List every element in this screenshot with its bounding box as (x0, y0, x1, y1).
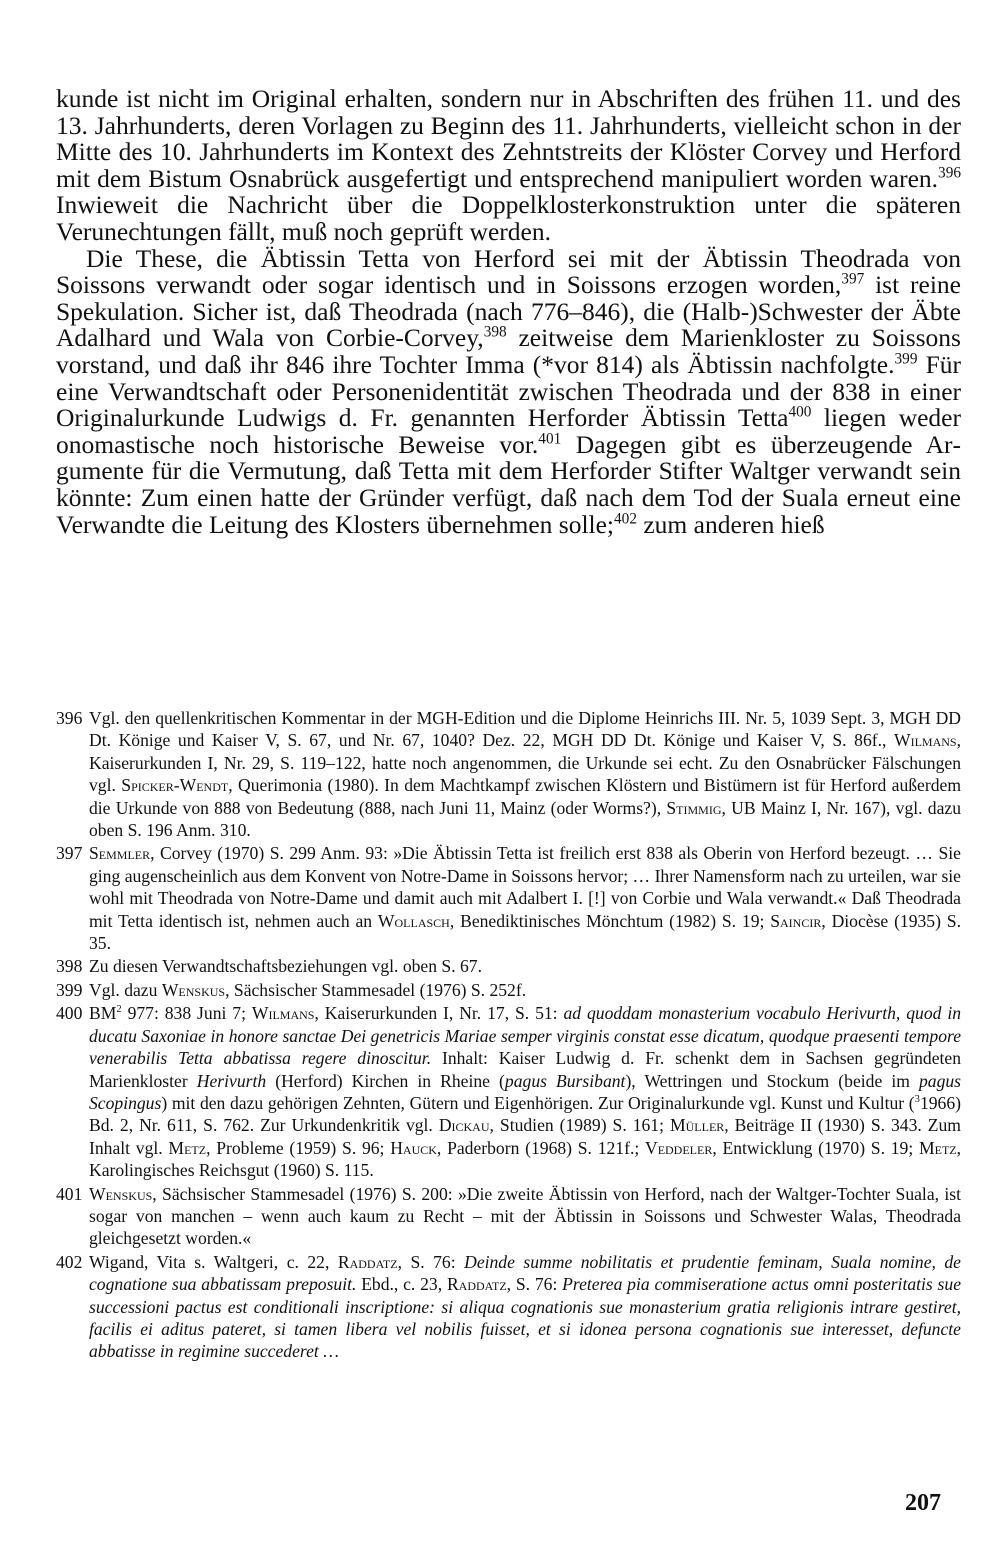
paragraph-2: Die These, die Äbtissin Tetta von Herford sei mit der Äbtissin Theodrada von Soissons verwandt oder sogar identisch und in Soissons erzogen worden,$^{397}$ ist reine Spekulation. Sicher ist, daß Theodrada (nach 776–846), die (Halb-)Schwester der Äbte Adalhard und Wala von Corbie-Corvey,$^{398}$ zeitweise dem Marienkloster zu Soissons vorstand, und daß ihr 846 ihre Tochter Imma (*vor 814) als Äbtissin nachfolgte.$^{399}$ Für eine Verwandtschaft oder Personenidentität zwischen Theodrada und der 838 in einer Originalurkunde Ludwigs d. Fr. genannten Herforder Äbtissin Tetta$^{400}$ liegen weder onomastische noch historische Beweise vor.$^{401}$ Dagegen gibt es überzeugende Argumente für die Vermutung, daß Tetta mit dem Herforder Stifter Waltger verwandt sein könnte: Zum einen hatte der Gründer verfügt, daß nach dem Tod der Suala erneut eine Verwandte die Leitung des Klosters übernehmen solle;$^{402}$ zum anderen hieß (56, 243, 961, 539)
footnotes (56, 707, 961, 1364)
footnote-398 (56, 955, 961, 977)
footnote-number: 399 (56, 979, 83, 1000)
note-reference: 2 (116, 1004, 122, 1016)
footnote-text: Vgl. den quellenkritischen Kommentar in der MGH-Edition und die Diplome Heinrichs III. Nr. 5, 1039 Sept. 3, MGH DD Dt. Könige und Kaiser V, S. 67, und Nr. 67, 1040? Dez. 22, MGH DD Dt. Könige und Kaiser V, S. 86f., Wilmans, Kaiserurkunden I, Nr. 29, S. 119–122, hatte noch angenommen, die Urkunde sei echt. Zu den Osnabrücker Fälschungen vgl. Spicker-Wendt, Querimonia (1980). In dem Machtkampf zwischen Klöstern und Bistümern ist für Herford außerdem die Urkunde von 888 von Bedeutung (888, nach Juni 11, Mainz (oder Worms?), Stimmig, UB Mainz I, Nr. 167), vgl. dazu oben S. 196 Anm. 310. (89, 708, 962, 841)
footnote-number: 397 (56, 843, 83, 864)
footnote-400 (56, 1002, 961, 1181)
author-name: Spicker-Wendt (121, 775, 229, 796)
footnote-396 (56, 707, 961, 841)
latin-quote: Deinde summe nobilitatis et prudentie feminam, Suala nomine, de cognatione sua abbatissam preposuit. (89, 1251, 961, 1295)
footnote-text: Semmler, Corvey (1970) S. 299 Anm. 93: »Die Äbtissin Tetta ist freilich erst 838 als Oberin von Herford bezeugt. … Sie ging augenscheinlich aus dem Konvent von Notre-Dame in Soissons hervor; … Ihrer Namensform nach zu urteilen, war sie wohl mit Theodrada von Notre-Dame und damit auch mit Adalbert I. [!] von Corbie und Wala verwandt.« Daß Theodrada mit Tetta identisch ist, nehmen auch an Wollasch, Benediktinisches Mönchtum (1982) S. 19; Saincir, Diocèse (1935) S. 35. (89, 843, 961, 954)
note-reference: 400 (788, 403, 812, 421)
author-name: Metz (168, 1137, 207, 1158)
note-reference: 399 (894, 350, 918, 368)
note-reference: 397 (841, 270, 865, 288)
footnote-number: 396 (56, 708, 83, 728)
latin-quote: ad quoddam monasterium vocabulo Herivurth, quod in ducatu Saxoniae in honore sanctae Dei genetricis Mariae semper virginis constat esse dicatum, quodque praesenti tempore venerabilis Tetta abbatissa regere dinoscitur. (89, 1003, 962, 1069)
footnote-text: Zu diesen Verwandtschaftsbeziehungen vgl. oben S. 67. (89, 956, 482, 977)
note-reference: 398 (483, 323, 507, 341)
footnote-text: Vgl. dazu Wenskus, Sächsischer Stammesadel (1976) S. 252f. (89, 979, 527, 1000)
main-text (56, 86, 961, 538)
note-reference: 401 (538, 430, 562, 448)
author-name: Raddatz (337, 1251, 398, 1272)
author-name: Stimmig (666, 797, 722, 818)
author-name: Metz (918, 1137, 957, 1158)
author-name: Dickau (438, 1115, 490, 1136)
footnote-399 (56, 979, 961, 1001)
latin-quote: Herivurth (196, 1070, 267, 1091)
footnote-number: 402 (56, 1251, 83, 1272)
footnote-number: 401 (56, 1183, 83, 1204)
author-name: Wenskus (161, 979, 226, 1000)
page-number: 207 (905, 1490, 941, 1516)
footnote-text: $BM^2$ 977: 838 Juni 7; Wilmans, Kaiserurkunden I, Nr. 17, S. 51: ad quoddam monasterium vocabulo Herivurth, quod in ducatu Saxoniae in honore sanctae Dei genetricis Mariae semper virginis constat esse dicatum, quodque praesenti tempore venerabilis Tetta abbatissa regere dinoscitur. Inhalt: Kaiser Ludwig d. Fr. schenkt dem in Sachsen gegründeten Marienkloster Herivurth (Herford) Kirchen in Rheine (pagus Bursibant), Wettringen und Stockum (beide im pagus Scopingus) mit den dazu gehörigen Zehnten, Gütern und Eigenhörigen. Zur Originalurkunde vgl. Kunst und Kultur ($^3$1966) Bd. 2, Nr. 611, S. 762. Zur Urkundenkritik vgl. Dickau, Studien (1989) S. 161; Müller, Beiträge II (1930) S. 343. Zum Inhalt vgl. Metz, Probleme (1959) S. 96; Hauck, Paderborn (1968) S. 121f.; Veddeler, Entwicklung (1970) S. 19; Metz, Karolingisches Reichsgut (1960) S. 115. (89, 1003, 962, 1181)
footnote-402 (56, 1251, 961, 1363)
latin-quote: pagus Bursibant (504, 1070, 626, 1091)
author-name: Wollasch (377, 910, 450, 931)
author-name: Wenskus (89, 1183, 153, 1204)
author-name: Wilmans (251, 1003, 315, 1024)
paragraph-1: kunde ist nicht im Original erhalten, sondern nur in Abschriften des frühen 11. und des 13. Jahrhunderts, deren Vorlagen zu Beginn des 11. Jahrhunderts, vielleicht schon in der Mitte des 10. Jahrhunderts im Kontext des Zehntstreits der Klöster Corvey und Herford mit dem Bistum Osnabrück ausgefertigt und entsprechend manipuliert worden waren.$^{396}$ Inwieweit die Nachricht über die Doppelklosterkonstruktion unter die späteren Verunechtungen fällt, muß noch geprüft werden. (56, 84, 961, 246)
author-name: Saincir (770, 910, 822, 931)
author-name: Raddatz (446, 1274, 507, 1295)
note-reference: 402 (614, 510, 637, 527)
footnote-text: Wigand, Vita s. Waltgeri, c. 22, Raddatz, S. 76: Deinde summe nobilitatis et prudentie feminam, Suala nomine, de cognatione sua abbatissam preposuit. Ebd., c. 23, Raddatz, S. 76: Preterea pia commiseratione actus omni posteritatis sue successioni pactus est conditionali inscriptione: si aliqua cognationis sue monasterium gratia religionis intrare gestiret, facilis ei aditus pateret, si tamen libera vel nobilis fuisset, et si idonea persona cognationis sue interesset, defuncte abbatisse in regimine succederet … (89, 1251, 962, 1362)
footnote-text: Wenskus, Sächsischer Stammesadel (1976) S. 200: »Die zweite Äbtissin von Herford, nach der Waltger-Tochter Suala, ist sogar von manchen – wenn auch kaum zu Recht – mit der Äbtissin in Soissons und Schwester Walas, Theodrada gleichgesetzt worden.« (89, 1183, 961, 1249)
note-reference: 396 (938, 164, 961, 182)
author-name: Semmler (89, 843, 151, 864)
note-reference: 3 (914, 1094, 920, 1106)
author-name: Müller (669, 1115, 725, 1136)
footnote-number: 400 (56, 1003, 83, 1024)
footnote-number: 398 (56, 956, 83, 977)
author-name: Hauck (390, 1137, 437, 1158)
author-name: Wilmans (893, 730, 957, 751)
latin-quote: pagus Scopingus (89, 1070, 962, 1113)
latin-quote: Preterea pia commiseratione actus omni posteritatis sue successioni pactus est conditionali inscriptione: si aliqua cognationis sue monasterium gratia religionis intrare gestiret, facilis ei aditus pateret, si tamen libera vel nobilis fuisset, et si idonea persona cognationis sue interesset, defuncte abbatisse in regimine succederet … (89, 1274, 962, 1362)
footnote-401 (56, 1183, 961, 1250)
author-name: Veddeler (644, 1137, 713, 1158)
footnote-397 (56, 842, 961, 954)
